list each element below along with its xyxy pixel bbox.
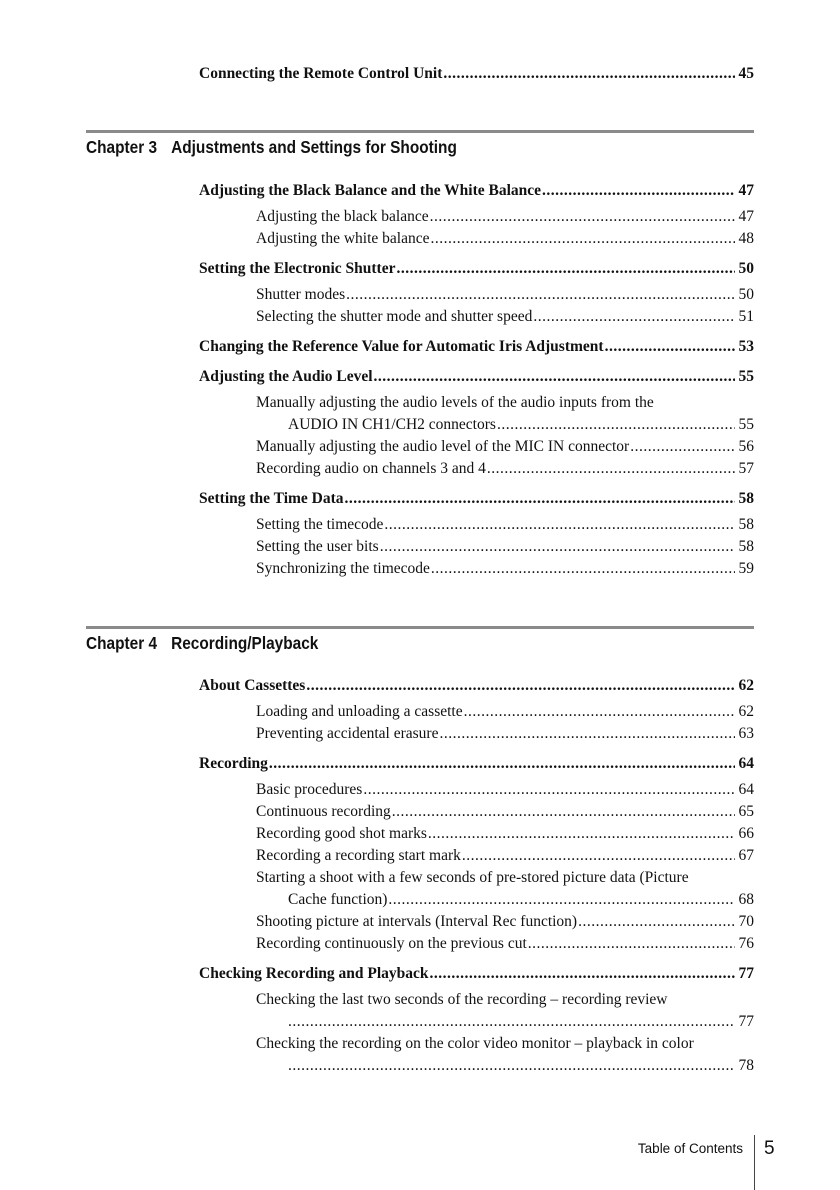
dot-leader — [528, 933, 735, 955]
toc-subentry[interactable] — [256, 701, 754, 723]
entry-title: Recording continuously on the previous cut — [256, 935, 527, 952]
entry-title: AUDIO IN CH1/CH2 connectors — [288, 416, 496, 433]
dot-leader — [380, 536, 735, 558]
dot-leader — [439, 723, 735, 745]
dot-leader — [487, 458, 735, 480]
dot-leader — [288, 1055, 735, 1077]
dot-leader — [392, 801, 735, 823]
toc-subentry[interactable] — [256, 514, 754, 536]
dot-leader — [428, 823, 735, 845]
entry-title: Checking Recording and Playback — [199, 965, 429, 982]
entry-page: 53 — [738, 338, 754, 355]
footer-divider — [754, 1135, 755, 1190]
dot-leader — [431, 558, 735, 580]
dot-leader — [533, 306, 735, 328]
dot-leader — [430, 206, 735, 228]
entry-title: Basic procedures — [256, 781, 363, 798]
toc-subentry[interactable] — [256, 911, 754, 933]
entry-page: 64 — [738, 755, 754, 772]
dot-leader — [497, 414, 735, 436]
entry-title: Preventing accidental erasure — [256, 725, 439, 742]
dot-leader — [363, 779, 735, 801]
entry-page: 59 — [738, 560, 754, 577]
entry-title: Adjusting the Black Balance and the White Balance — [199, 182, 542, 199]
entry-page: 63 — [738, 725, 754, 742]
toc-subentry[interactable] — [256, 284, 754, 306]
entry-page: 62 — [738, 703, 754, 720]
toc-section-entry[interactable] — [199, 488, 754, 510]
entry-title: Manually adjusting the audio level of the MIC IN connector — [256, 438, 630, 455]
entry-title: Connecting the Remote Control Unit — [199, 65, 443, 82]
entry-page: 65 — [738, 803, 754, 820]
entry-title: Cache function) — [288, 891, 388, 908]
entry-page: 70 — [738, 913, 754, 930]
dot-leader — [388, 889, 735, 911]
toc-subentry[interactable] — [288, 414, 754, 436]
dot-leader — [630, 436, 735, 458]
toc-subentry[interactable] — [256, 228, 754, 250]
dot-leader — [269, 753, 735, 775]
toc-subentry[interactable] — [256, 558, 754, 580]
entry-title: Recording a recording start mark — [256, 847, 461, 864]
toc-subentry[interactable] — [256, 933, 754, 955]
entry-title: Setting the user bits — [256, 538, 379, 555]
toc-subentry-first-line[interactable]: Checking the last two seconds of the recording – recording review — [256, 991, 668, 1008]
entry-title: Shutter modes — [256, 286, 346, 303]
chapter-title: Recording/Playback — [171, 633, 319, 653]
dot-leader — [396, 258, 735, 280]
toc-section-entry[interactable] — [199, 336, 754, 358]
entry-title: Setting the Time Data — [199, 490, 344, 507]
toc-section-entry[interactable] — [199, 258, 754, 280]
toc-subentry[interactable] — [256, 779, 754, 801]
dot-leader — [346, 284, 735, 306]
dot-leader — [462, 845, 735, 867]
entry-title: Recording good shot marks — [256, 825, 427, 842]
entry-page: 57 — [738, 460, 754, 477]
entry-title: Adjusting the Audio Level — [199, 368, 373, 385]
dot-leader — [384, 514, 735, 536]
toc-subentry[interactable] — [256, 536, 754, 558]
entry-page: 68 — [738, 891, 754, 908]
chapter-title: Adjustments and Settings for Shooting — [171, 137, 457, 157]
dot-leader — [288, 1011, 735, 1033]
toc-subentry[interactable] — [256, 306, 754, 328]
entry-title: Selecting the shutter mode and shutter speed — [256, 308, 533, 325]
entry-page: 48 — [738, 230, 754, 247]
chapter-number: Chapter 4 — [86, 633, 158, 653]
entry-title: Setting the timecode — [256, 516, 384, 533]
toc-section-entry[interactable] — [199, 675, 754, 697]
entry-page: 67 — [738, 847, 754, 864]
chapter-heading — [86, 135, 457, 159]
toc-subentry[interactable] — [288, 889, 754, 911]
entry-title: Recording audio on channels 3 and 4 — [256, 460, 486, 477]
toc-subentry-first-line[interactable]: Manually adjusting the audio levels of the audio inputs from the — [256, 394, 654, 411]
entry-page: 77 — [738, 965, 754, 982]
entry-page: 50 — [738, 286, 754, 303]
entry-title: Changing the Reference Value for Automatic Iris Adjustment — [199, 338, 604, 355]
dot-leader — [464, 701, 735, 723]
dot-leader — [578, 911, 735, 933]
entry-page: 64 — [738, 781, 754, 798]
entry-title: Adjusting the black balance — [256, 208, 429, 225]
toc-section-entry[interactable] — [199, 963, 754, 985]
entry-page: 62 — [738, 677, 754, 694]
entry-title: Continuous recording — [256, 803, 391, 820]
chapter-divider — [86, 130, 754, 133]
entry-page: 47 — [738, 208, 754, 225]
toc-subentry-first-line[interactable]: Checking the recording on the color video monitor – playback in color — [256, 1035, 694, 1052]
entry-page: 58 — [738, 538, 754, 555]
entry-page: 45 — [738, 65, 754, 82]
dot-leader — [345, 488, 735, 510]
entry-page: 78 — [738, 1057, 754, 1074]
footer-section-label: Table of Contents — [637, 1141, 743, 1156]
entry-page: 56 — [738, 438, 754, 455]
page-number: 5 — [764, 1138, 775, 1159]
entry-title: Recording — [199, 755, 268, 772]
entry-page: 51 — [738, 308, 754, 325]
entry-page: 77 — [738, 1013, 754, 1030]
entry-title: About Cassettes — [199, 677, 306, 694]
entry-page: 50 — [738, 260, 754, 277]
toc-subentry[interactable] — [288, 1011, 754, 1033]
entry-page: 55 — [738, 416, 754, 433]
toc-subentry[interactable] — [256, 801, 754, 823]
entry-page: 47 — [738, 182, 754, 199]
entry-page: 55 — [738, 368, 754, 385]
dot-leader — [306, 675, 735, 697]
toc-section-entry[interactable] — [199, 180, 754, 202]
entry-title: Adjusting the white balance — [256, 230, 430, 247]
toc-subentry[interactable] — [288, 1055, 754, 1077]
toc-subentry[interactable] — [256, 436, 754, 458]
chapter-heading — [86, 631, 318, 655]
chapter-number: Chapter 3 — [86, 137, 158, 157]
dot-leader — [542, 180, 735, 202]
toc-subentry[interactable] — [256, 823, 754, 845]
entry-title: Shooting picture at intervals (Interval Rec function) — [256, 913, 578, 930]
toc-subentry[interactable] — [256, 458, 754, 480]
toc-entry[interactable] — [199, 63, 754, 85]
toc-subentry[interactable] — [256, 206, 754, 228]
entry-title: Synchronizing the timecode — [256, 560, 430, 577]
entry-title: Loading and unloading a cassette — [256, 703, 463, 720]
toc-subentry-first-line[interactable]: Starting a shoot with a few seconds of pre-stored picture data (Picture — [256, 869, 689, 886]
entry-page: 58 — [738, 516, 754, 533]
toc-section-entry[interactable] — [199, 366, 754, 388]
dot-leader — [374, 366, 735, 388]
entry-title: Setting the Electronic Shutter — [199, 260, 396, 277]
toc-subentry[interactable] — [256, 845, 754, 867]
dot-leader — [430, 963, 735, 985]
dot-leader — [430, 228, 735, 250]
toc-subentry[interactable] — [256, 723, 754, 745]
entry-page: 66 — [738, 825, 754, 842]
entry-page: 58 — [738, 490, 754, 507]
entry-page: 76 — [738, 935, 754, 952]
dot-leader — [605, 336, 735, 358]
toc-section-entry[interactable] — [199, 753, 754, 775]
chapter-divider — [86, 626, 754, 629]
dot-leader — [443, 63, 735, 85]
